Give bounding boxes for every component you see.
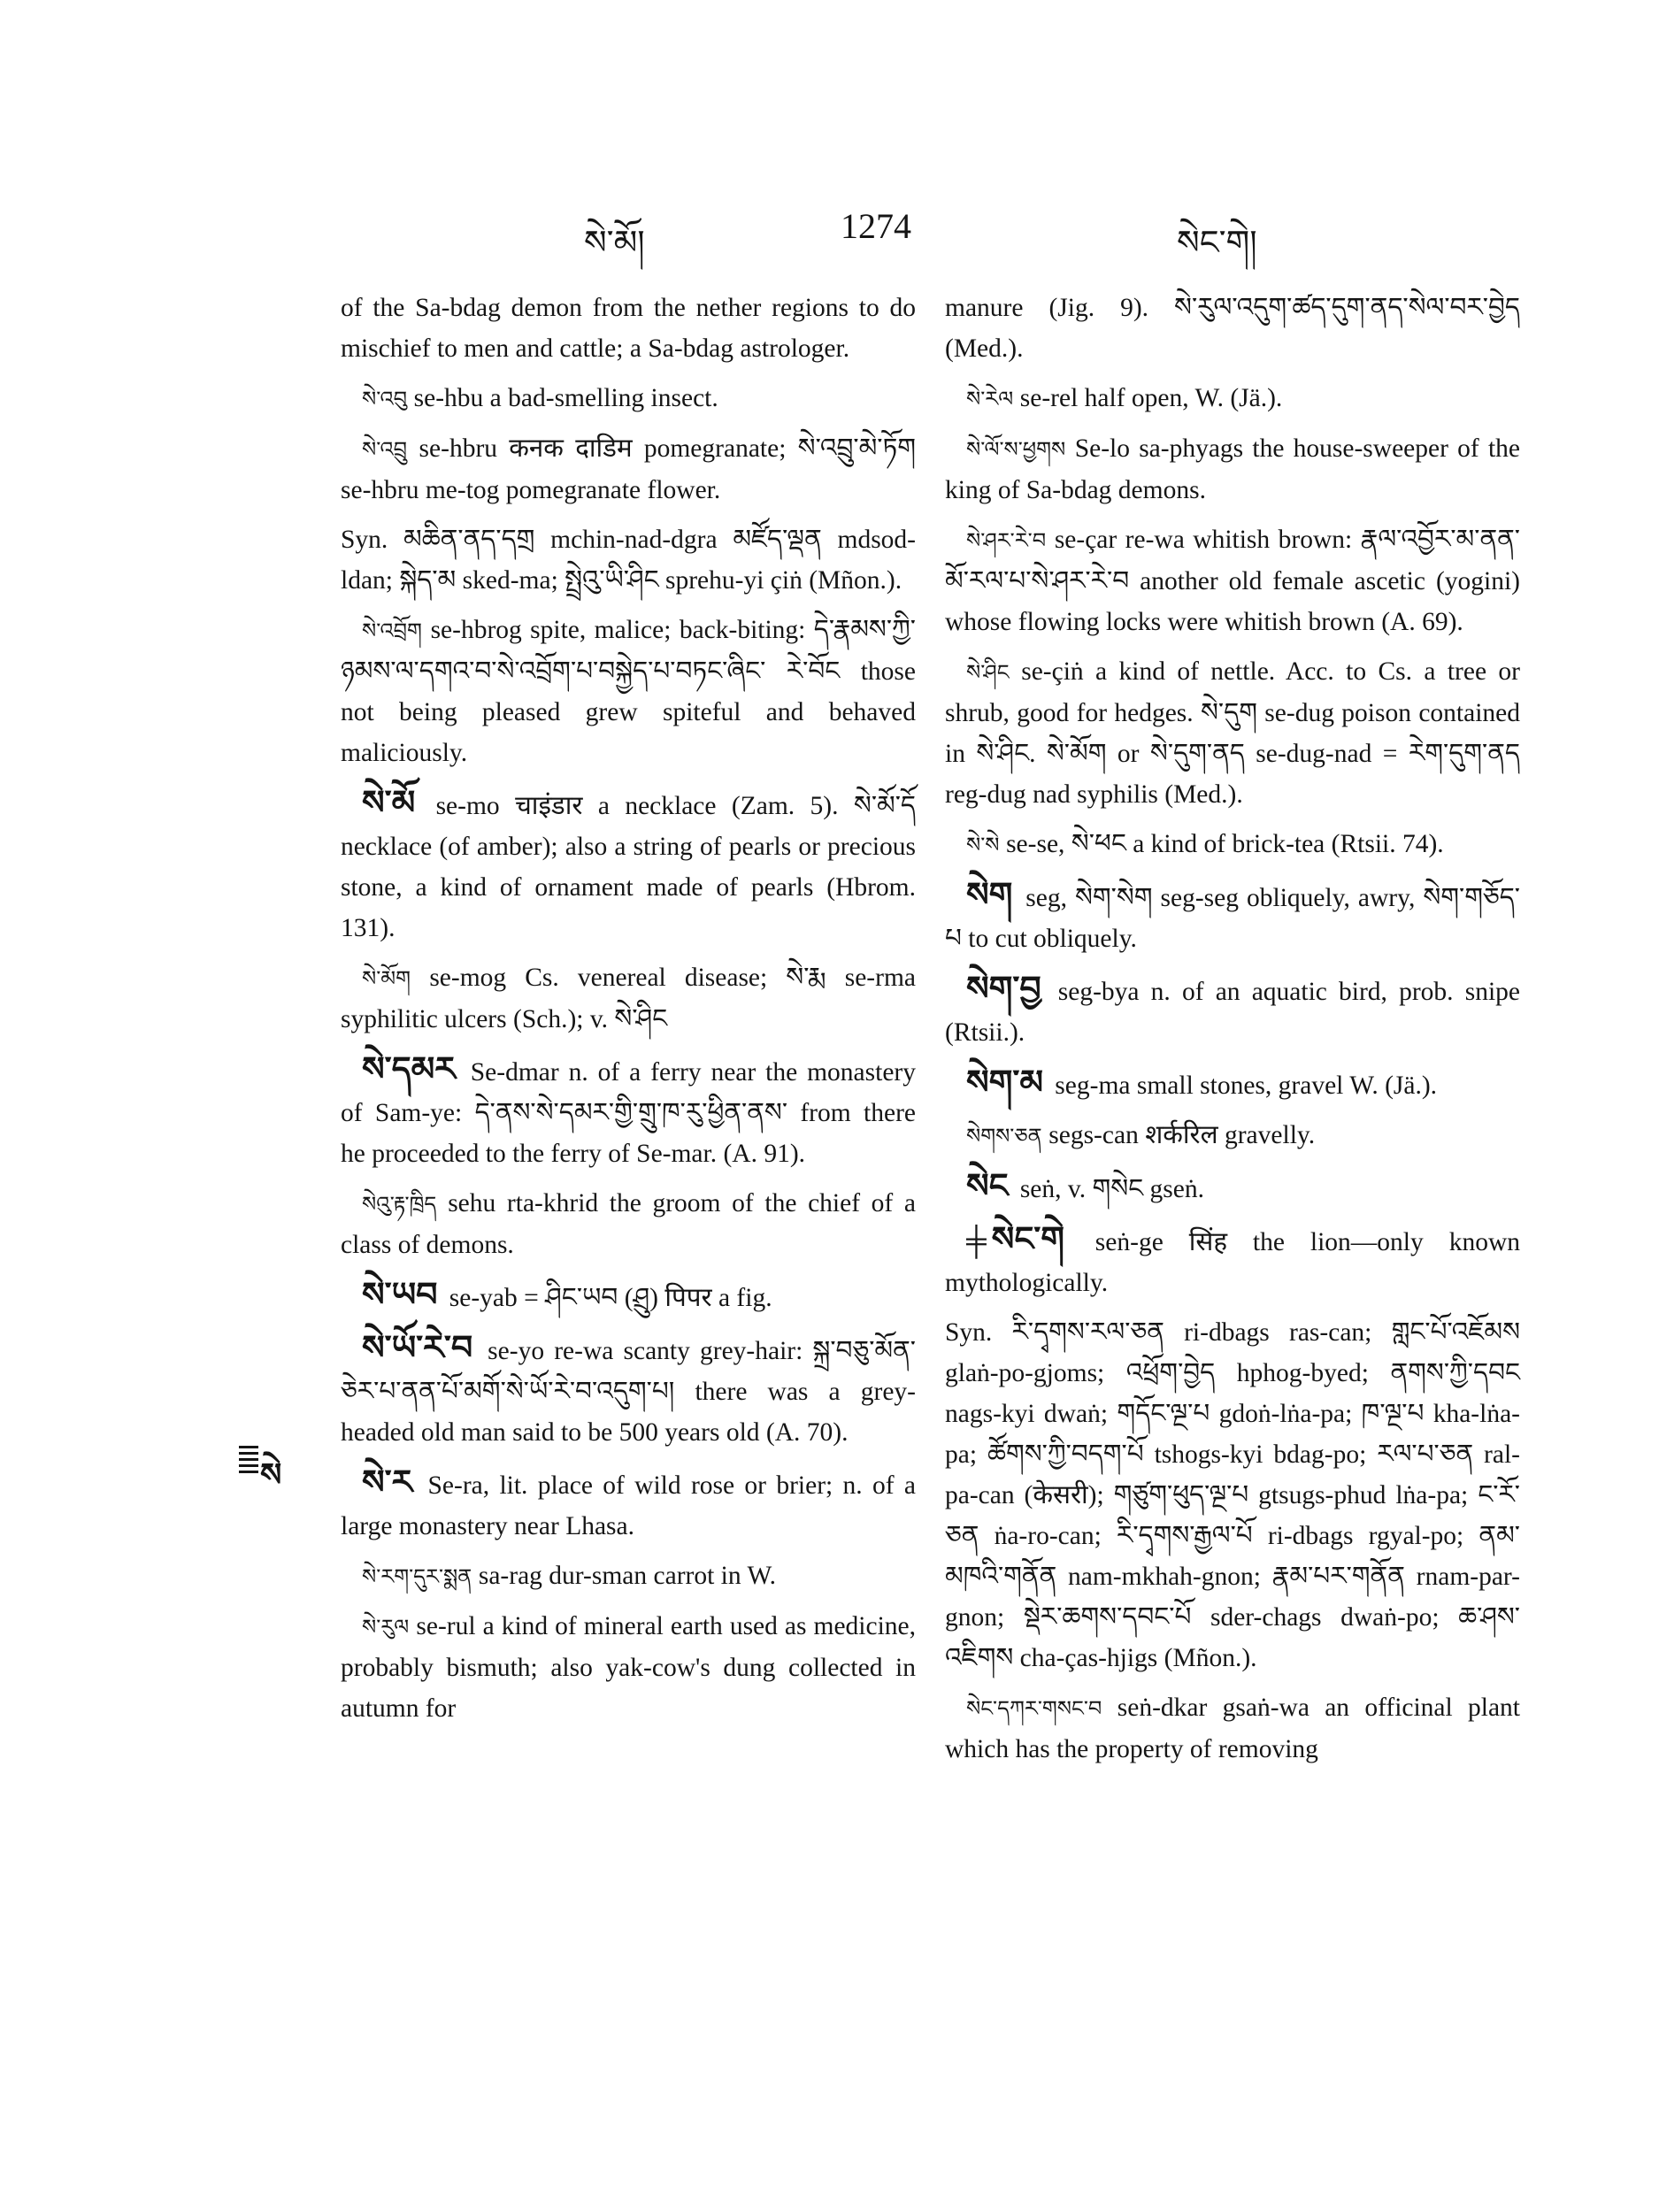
- entry-text: se-hbru कनक दाडिम pomegranate; སེ་འབྲུ་མེ་ཏོག se-hbru me-tog pomegranate flower.: [341, 434, 916, 504]
- entry-text: se-se, སེ་ཕང a kind of brick-tea (Rtsii. 74).: [1006, 830, 1444, 858]
- entry-headword: སེ་ར: [362, 1463, 428, 1502]
- dictionary-entry: [945, 1312, 1520, 1678]
- section-marker: [239, 1440, 301, 1494]
- entry-text: seṅ-ge सिंह the lion—only known mythologically.: [945, 1228, 1521, 1297]
- entry-headword: སེ་འབྲོག: [362, 618, 431, 643]
- section-marker-glyph: སེ: [260, 1457, 280, 1494]
- entry-headword: སེའུ་རྟ་ཁྲིད: [362, 1192, 449, 1217]
- entry-headword: སེ་ལོ་ས་ཕྱགས: [966, 437, 1075, 462]
- dictionary-entry: [341, 957, 916, 1040]
- entry-text: se-mo चाइंडार a necklace (Zam. 5). སེ་མོ་དོ necklace (of amber); also a string of pearls or precious stone, a kind of ornament made of pearls (Hbrom. 131).: [341, 792, 916, 942]
- entry-text: se-çiṅ a kind of nettle. Acc. to Cs. a tree or shrub, good for hedges. སེ་དུག se-dug poison contained in སེ་ཤིང. སེ་མོག or སེ་དུག་ནད se-dug-nad = རེག་དུག་ནད reg-dug nad syphilis (Med.).: [945, 657, 1520, 809]
- entry-headword: སེ་དམར: [362, 1049, 471, 1088]
- right-guide-word: སེང་གེ།: [1177, 223, 1257, 262]
- dictionary-entry: [341, 288, 916, 369]
- entry-headword: སེ་ཤར་རེ་བ: [966, 528, 1055, 553]
- section-marker-bars: [239, 1446, 258, 1476]
- entry-text: se-hbrog spite, malice; back-biting: དེ་རྣམས་ཀྱི་ཉམས་ལ་དགའ་བ་སེ་འབྲོག་པ་བསྐྱེད་པ་བཏང་ཞིང་ རེ་བོང those not being pleased grew spiteful and behaved maliciously.: [341, 616, 916, 767]
- entry-text: sehu rta-khrid the groom of the chief of a class of demons.: [341, 1189, 917, 1259]
- dictionary-entry: [341, 1327, 916, 1453]
- dictionary-entry: [341, 1606, 916, 1729]
- entry-headword: སེ་མོག: [362, 966, 430, 991]
- dictionary-entry: [945, 824, 1520, 865]
- entry-headword: སེག་བྱ: [966, 969, 1058, 1008]
- dictionary-entry: [945, 428, 1520, 511]
- dictionary-entry: [341, 519, 916, 601]
- dictionary-entry: [945, 1165, 1520, 1210]
- entry-text: sa-rag dur-sman carrot in W.: [478, 1562, 776, 1590]
- page-number: 1274: [841, 206, 911, 246]
- dictionary-entry: [341, 1183, 916, 1265]
- dictionary-entry: [341, 378, 916, 419]
- dictionary-entry: [945, 519, 1520, 642]
- entry-text: se-mog Cs. venereal disease; སེ་རྨ se-rma syphilitic ulcers (Sch.); v. སེ་ཤིང: [341, 964, 916, 1033]
- dictionary-entry: [341, 782, 916, 949]
- entry-headword: སེ་འབྲུ: [362, 437, 419, 462]
- dictionary-entry: [945, 1218, 1520, 1303]
- entry-text: se-yab = ཤིང་ཡབ (ཤྲུ) पिपर a fig.: [449, 1284, 772, 1312]
- entry-text: se-rul a kind of mineral earth used as medicine, probably bismuth; also yak-cow's dung collected in autumn for: [341, 1612, 916, 1723]
- dictionary-entry: [341, 428, 916, 511]
- entry-headword: སེང་དཀར་གསང་བ: [966, 1696, 1118, 1721]
- dictionary-entry: [341, 1555, 916, 1597]
- entry-text: of the Sa-bdag demon from the nether regions to do mischief to men and cattle; a Sa-bdag astrologer.: [341, 294, 916, 363]
- entry-text: se-hbu a bad-smelling insect.: [413, 384, 718, 412]
- entry-headword: སེང: [966, 1166, 1020, 1205]
- entry-headword: སེག་མ: [966, 1063, 1056, 1102]
- entry-text: se-rel half open, W. (Jä.).: [1019, 384, 1283, 412]
- entry-text: se-çar re-wa whitish brown: རྣལ་འབྱོར་མ་ནན་མོ་རལ་པ་སེ་ཤར་རེ་བ another old female ascetic (yogini) whose flowing locks were whitish brown (A. 69).: [945, 526, 1520, 636]
- right-column: [945, 288, 1520, 1778]
- entry-headword: སེ་རག་དུར་སྨན: [362, 1564, 479, 1589]
- entry-headword: སེ་སེ: [966, 833, 1007, 857]
- dictionary-entry: [945, 378, 1520, 419]
- entry-headword: སེགས་ཅན: [966, 1124, 1049, 1148]
- dagger-mark: ╪: [966, 1225, 987, 1256]
- entry-headword: སེ་རེལ: [966, 387, 1020, 411]
- dictionary-entry: [945, 968, 1520, 1053]
- entry-headword: སེ་འབུ: [362, 387, 414, 411]
- dictionary-entry: [945, 288, 1520, 369]
- entry-text: seg-bya n. of an aquatic bird, prob. snipe (Rtsii.).: [945, 978, 1520, 1047]
- entry-headword: སེག: [966, 875, 1026, 914]
- entry-text: manure (Jig. 9). སེ་རུལ་འདུག་ཚད་དུག་ནད་སེལ་བར་བྱེད (Med.).: [945, 294, 1520, 363]
- entry-text: seg, སེག་སེག seg-seg obliquely, awry, སེག་གཅོད་པ to cut obliquely.: [945, 884, 1520, 953]
- entry-headword: སེ་རུལ: [362, 1615, 417, 1640]
- dictionary-entry: [945, 651, 1520, 815]
- entry-headword: སེ་མོ: [362, 783, 436, 822]
- dictionary-entry: [945, 874, 1520, 959]
- entry-headword: སེང་གེ: [991, 1219, 1095, 1258]
- entry-text: Syn. མཆིན་ནད་དགྲ mchin-nad-dgra མཛོད་ལྡན mdsod-ldan; སྐེད་མ sked-ma; སྤྲེའུ་ཡི་ཤིང sprehu-yi çiṅ (Mñon.).: [341, 526, 916, 595]
- dictionary-entry: [341, 1462, 916, 1547]
- dictionary-entry: [341, 1274, 916, 1318]
- entry-text: Se-dmar n. of a ferry near the monastery of Sam-ye: དེ་ནས་སེ་དམར་གྱི་གྲུ་ཁ་རུ་ཕྱིན་ནས་ from there he proceeded to the ferry of Se-mar. (A. 91).: [341, 1058, 916, 1168]
- entry-text: seṅ-dkar gsaṅ-wa an officinal plant which has the property of removing: [945, 1694, 1520, 1763]
- dictionary-entry: [945, 1115, 1520, 1156]
- left-column: [341, 288, 916, 1738]
- entry-text: segs-can शर्करिल gravelly.: [1048, 1121, 1316, 1149]
- entry-text: Se-ra, lit. place of wild rose or brier; n. of a large monastery near Lhasa.: [341, 1471, 916, 1540]
- entry-headword: སེ་ཡོ་རེ་བ: [362, 1328, 488, 1367]
- entry-headword: སེ་ཤིང: [966, 660, 1022, 685]
- page-header: [336, 205, 1540, 262]
- entry-text: se-yo re-wa scanty grey-hair: སྐྲ་བཅུ་མོན་ཅེར་པ་ནན་པོ་མགོ་སེ་ཡོ་རེ་བ་འདུག་པ། there was a grey-headed old man said to be 500 years old (A. 70).: [341, 1337, 916, 1447]
- entry-headword: སེ་ཡབ: [362, 1275, 449, 1314]
- dictionary-entry: [341, 610, 916, 773]
- dictionary-entry: [945, 1062, 1520, 1106]
- dictionary-entry: [341, 1048, 916, 1174]
- entry-text: Syn. རི་དྭགས་རལ་ཅན ri-dbags ras-can; གླང་པོ་འཇོམས glaṅ-po-gjoms; འཕྲོག་བྱེད hphog-byed; ནགས་ཀྱི་དབང nags-kyi dwaṅ; གདོང་ལྔ་པ gdoṅ-lṅa-pa; ཁ་ལྔ་པ kha-lṅa-pa; ཚོགས་ཀྱི་བདག་པོ tshogs-kyi bdag-po; རལ་པ་ཅན ral-pa-can (केसरी); གཙུག་ཕུད་ལྔ་པ gtsugs-phud lṅa-pa; ང་རོ་ཅན ṅa-ro-can; རི་དྭགས་རྒྱལ་པོ ri-dbags rgyal-po; ནམ་མཁའི་གནོན nam-mkhah-gnon; རྣམ་པར་གནོན rnam-par-gnon; སྡེར་ཆགས་དབང་པོ sder-chags dwaṅ-po; ཆ་ཤས་འཇིགས cha-ças-hjigs (Mñon.).: [945, 1318, 1520, 1672]
- entry-text: seṅ, v. གསེང gseṅ.: [1019, 1175, 1204, 1203]
- dictionary-entry: [945, 1687, 1520, 1770]
- entry-text: seg-ma small stones, gravel W. (Jä.).: [1055, 1071, 1438, 1100]
- entry-text: Se-lo sa-phyags the house-sweeper of the king of Sa-bdag demons.: [945, 434, 1520, 504]
- left-guide-word: སེ་མོ།: [584, 223, 645, 262]
